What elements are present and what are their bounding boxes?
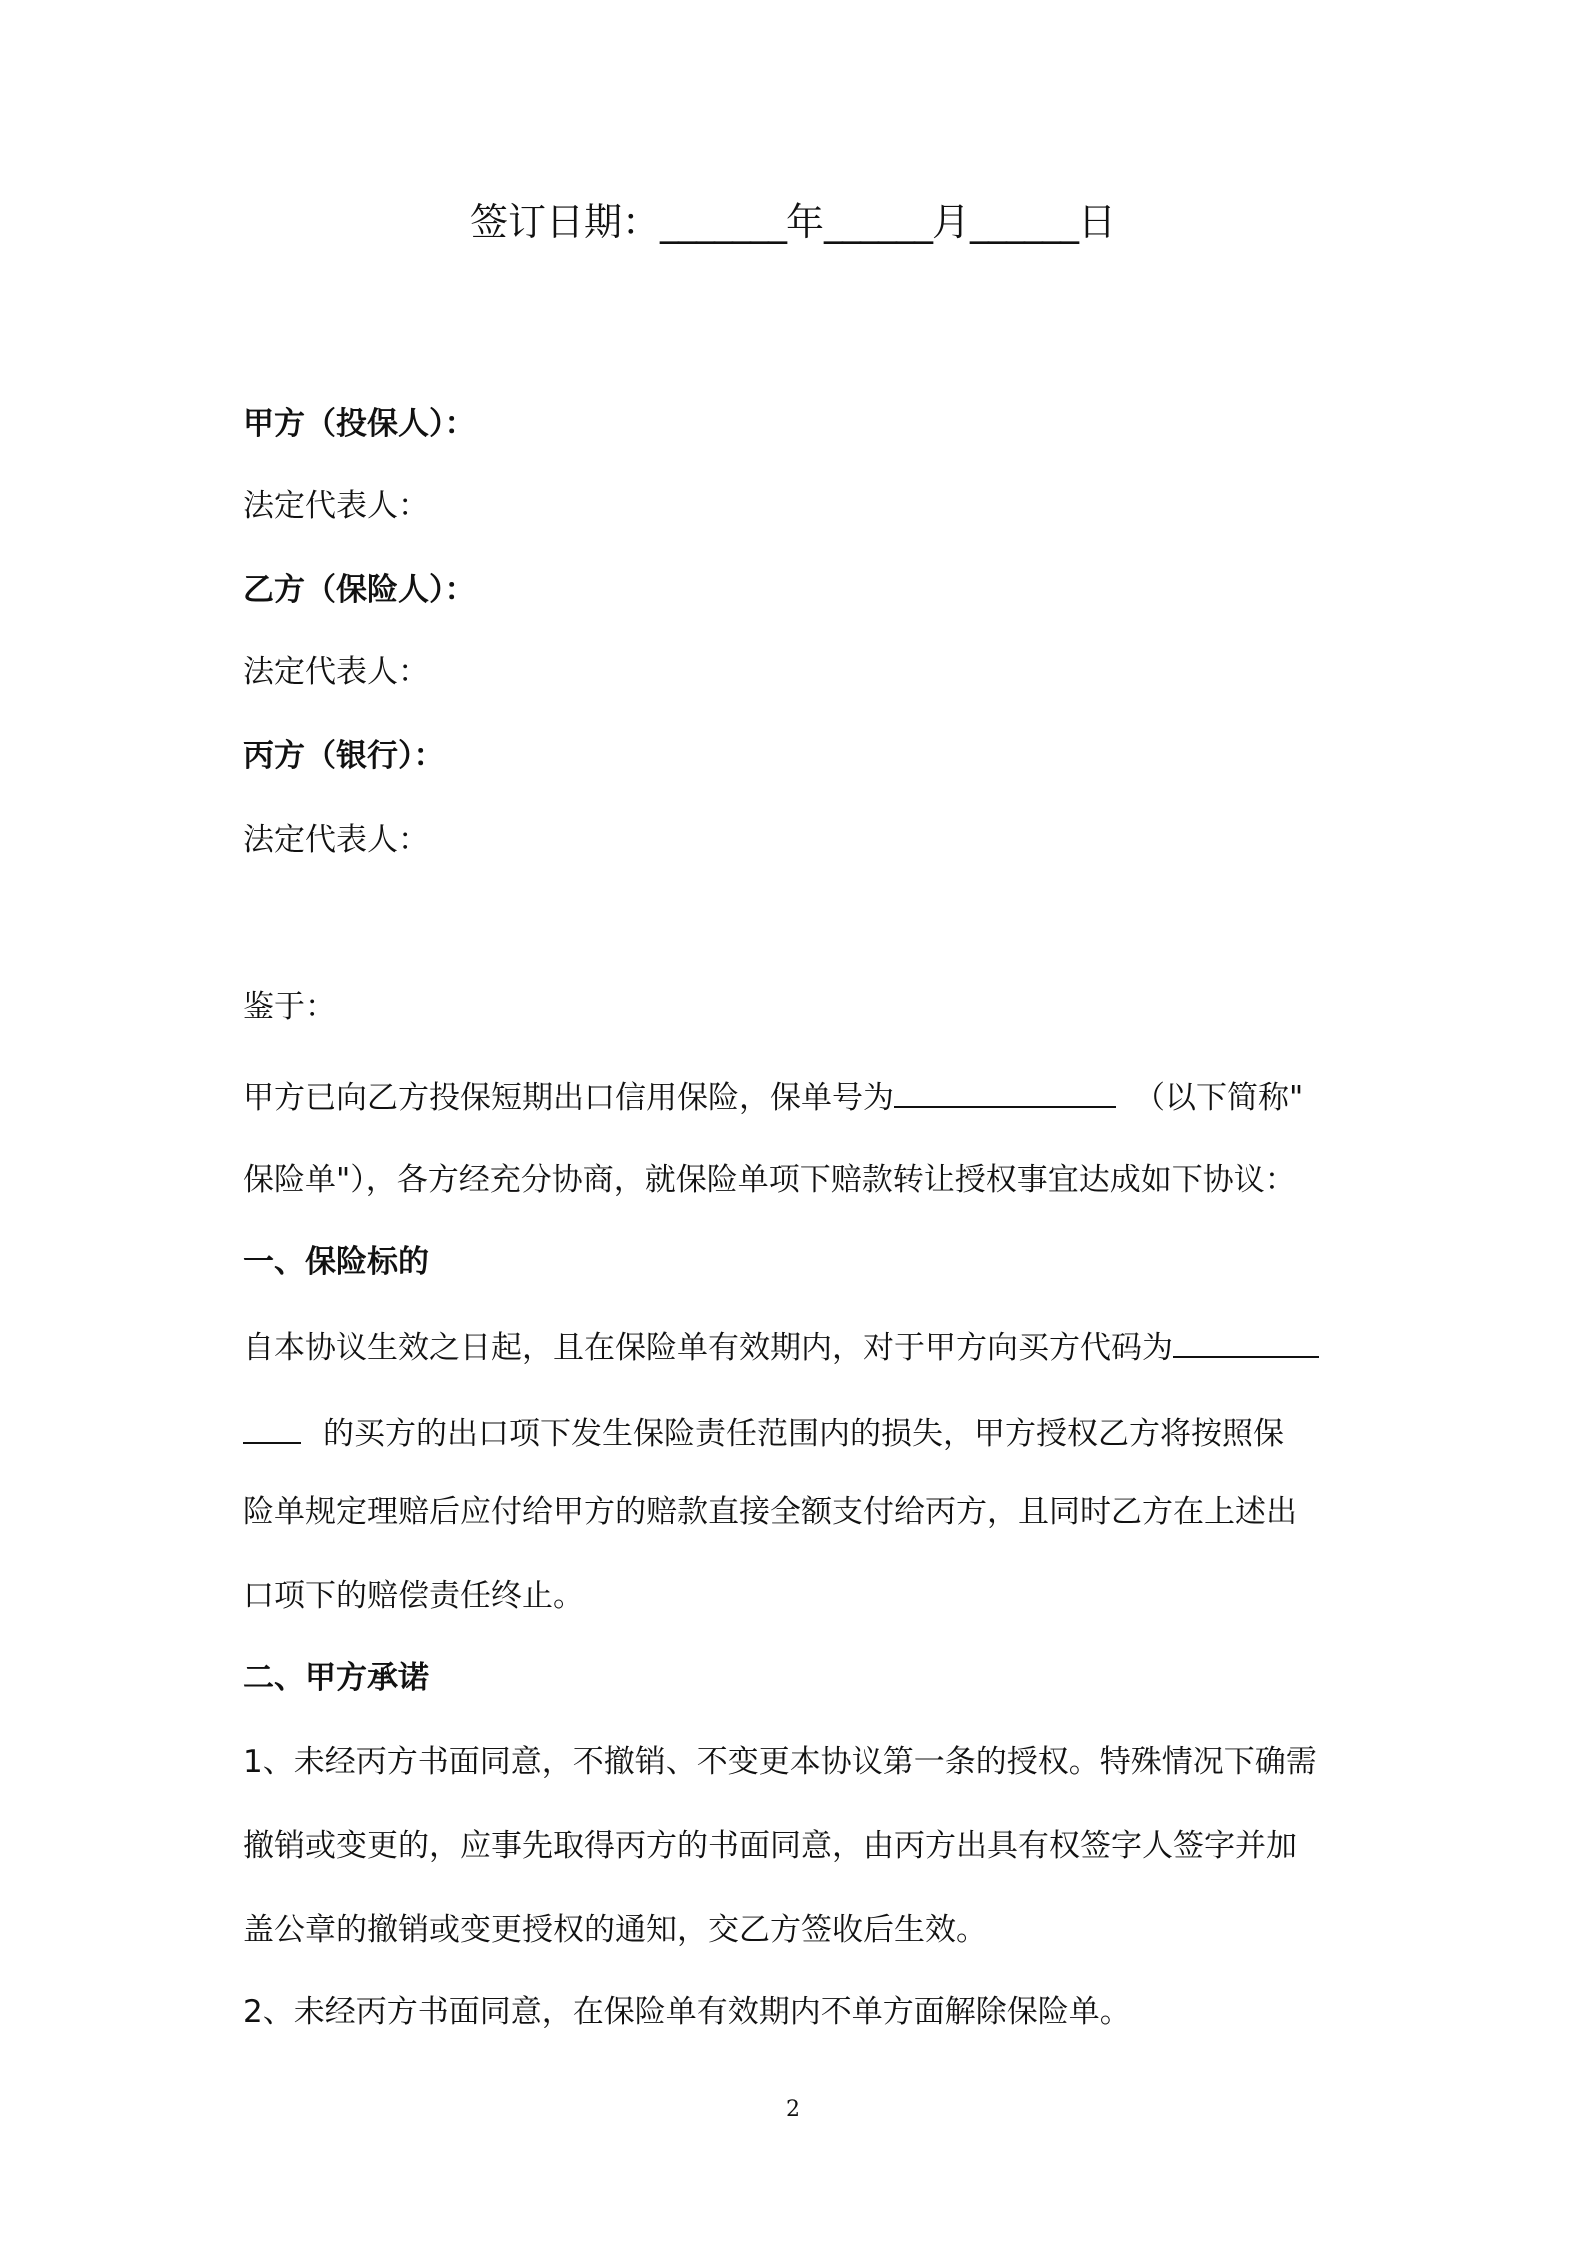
sign-date-line <box>0 196 1586 248</box>
section-1-line-3: 险单规定理赔后应付给甲方的赔款直接全额支付给丙方，且同时乙方在上述出 <box>243 1494 1297 1530</box>
section-1-text-1: 自本协议生效之日起，且在保险单有效期内，对于甲方向买方代码为 <box>243 1330 1173 1366</box>
whereas-text-2: （以下简称" <box>1134 1080 1304 1116</box>
party-c-representative: 法定代表人： <box>243 822 429 858</box>
month-blank: ______ <box>824 200 932 244</box>
party-b-representative: 法定代表人： <box>243 654 429 690</box>
year-label: 年 <box>785 200 824 244</box>
party-c-label: 丙方（银行）： <box>243 738 445 774</box>
section-2-title: 二、甲方承诺 <box>243 1660 429 1696</box>
whereas-line-1 <box>243 1074 1363 1120</box>
party-b-label: 乙方（保险人）： <box>243 572 476 608</box>
party-a-label: 甲方（投保人）： <box>243 406 476 442</box>
section-1-text-2: 的买方的出口项下发生保险责任范围内的损失，甲方授权乙方将按照保 <box>323 1416 1284 1452</box>
section-2-item-1-line-2: 撤销或变更的，应事先取得丙方的书面同意，由丙方出具有权签字人签字并加 <box>243 1828 1297 1864</box>
sign-date-label: 签订日期： <box>469 200 660 244</box>
section-2-item-1-line-1: 1、未经丙方书面同意，不撤销、不变更本协议第一条的授权。特殊情况下确需 <box>243 1744 1317 1780</box>
section-1-line-1 <box>243 1324 1363 1370</box>
page-number: 2 <box>786 2097 800 2122</box>
section-2-item-2: 2、未经丙方书面同意，在保险单有效期内不单方面解除保险单。 <box>243 1994 1131 2030</box>
day-blank: ______ <box>970 200 1079 244</box>
day-label: 日 <box>1078 200 1117 244</box>
whereas-line-2: 保险单"），各方经充分协商，就保险单项下赔款转让授权事宜达成如下协议： <box>243 1162 1296 1198</box>
section-1-line-4: 口项下的赔偿责任终止。 <box>243 1578 584 1614</box>
section-1-title: 一、保险标的 <box>243 1244 429 1280</box>
buyer-code-blank-continued <box>243 1410 301 1444</box>
year-blank: _______ <box>659 200 786 244</box>
party-a-representative: 法定代表人： <box>243 488 429 524</box>
month-label: 月 <box>932 200 971 244</box>
section-1-line-2 <box>243 1410 1363 1456</box>
whereas-text-1: 甲方已向乙方投保短期出口信用保险，保单号为 <box>243 1080 894 1116</box>
buyer-code-blank <box>1173 1324 1319 1358</box>
policy-number-blank <box>894 1074 1116 1108</box>
whereas-label: 鉴于： <box>243 989 336 1025</box>
section-2-item-1-line-3: 盖公章的撤销或变更授权的通知，交乙方签收后生效。 <box>243 1912 987 1948</box>
